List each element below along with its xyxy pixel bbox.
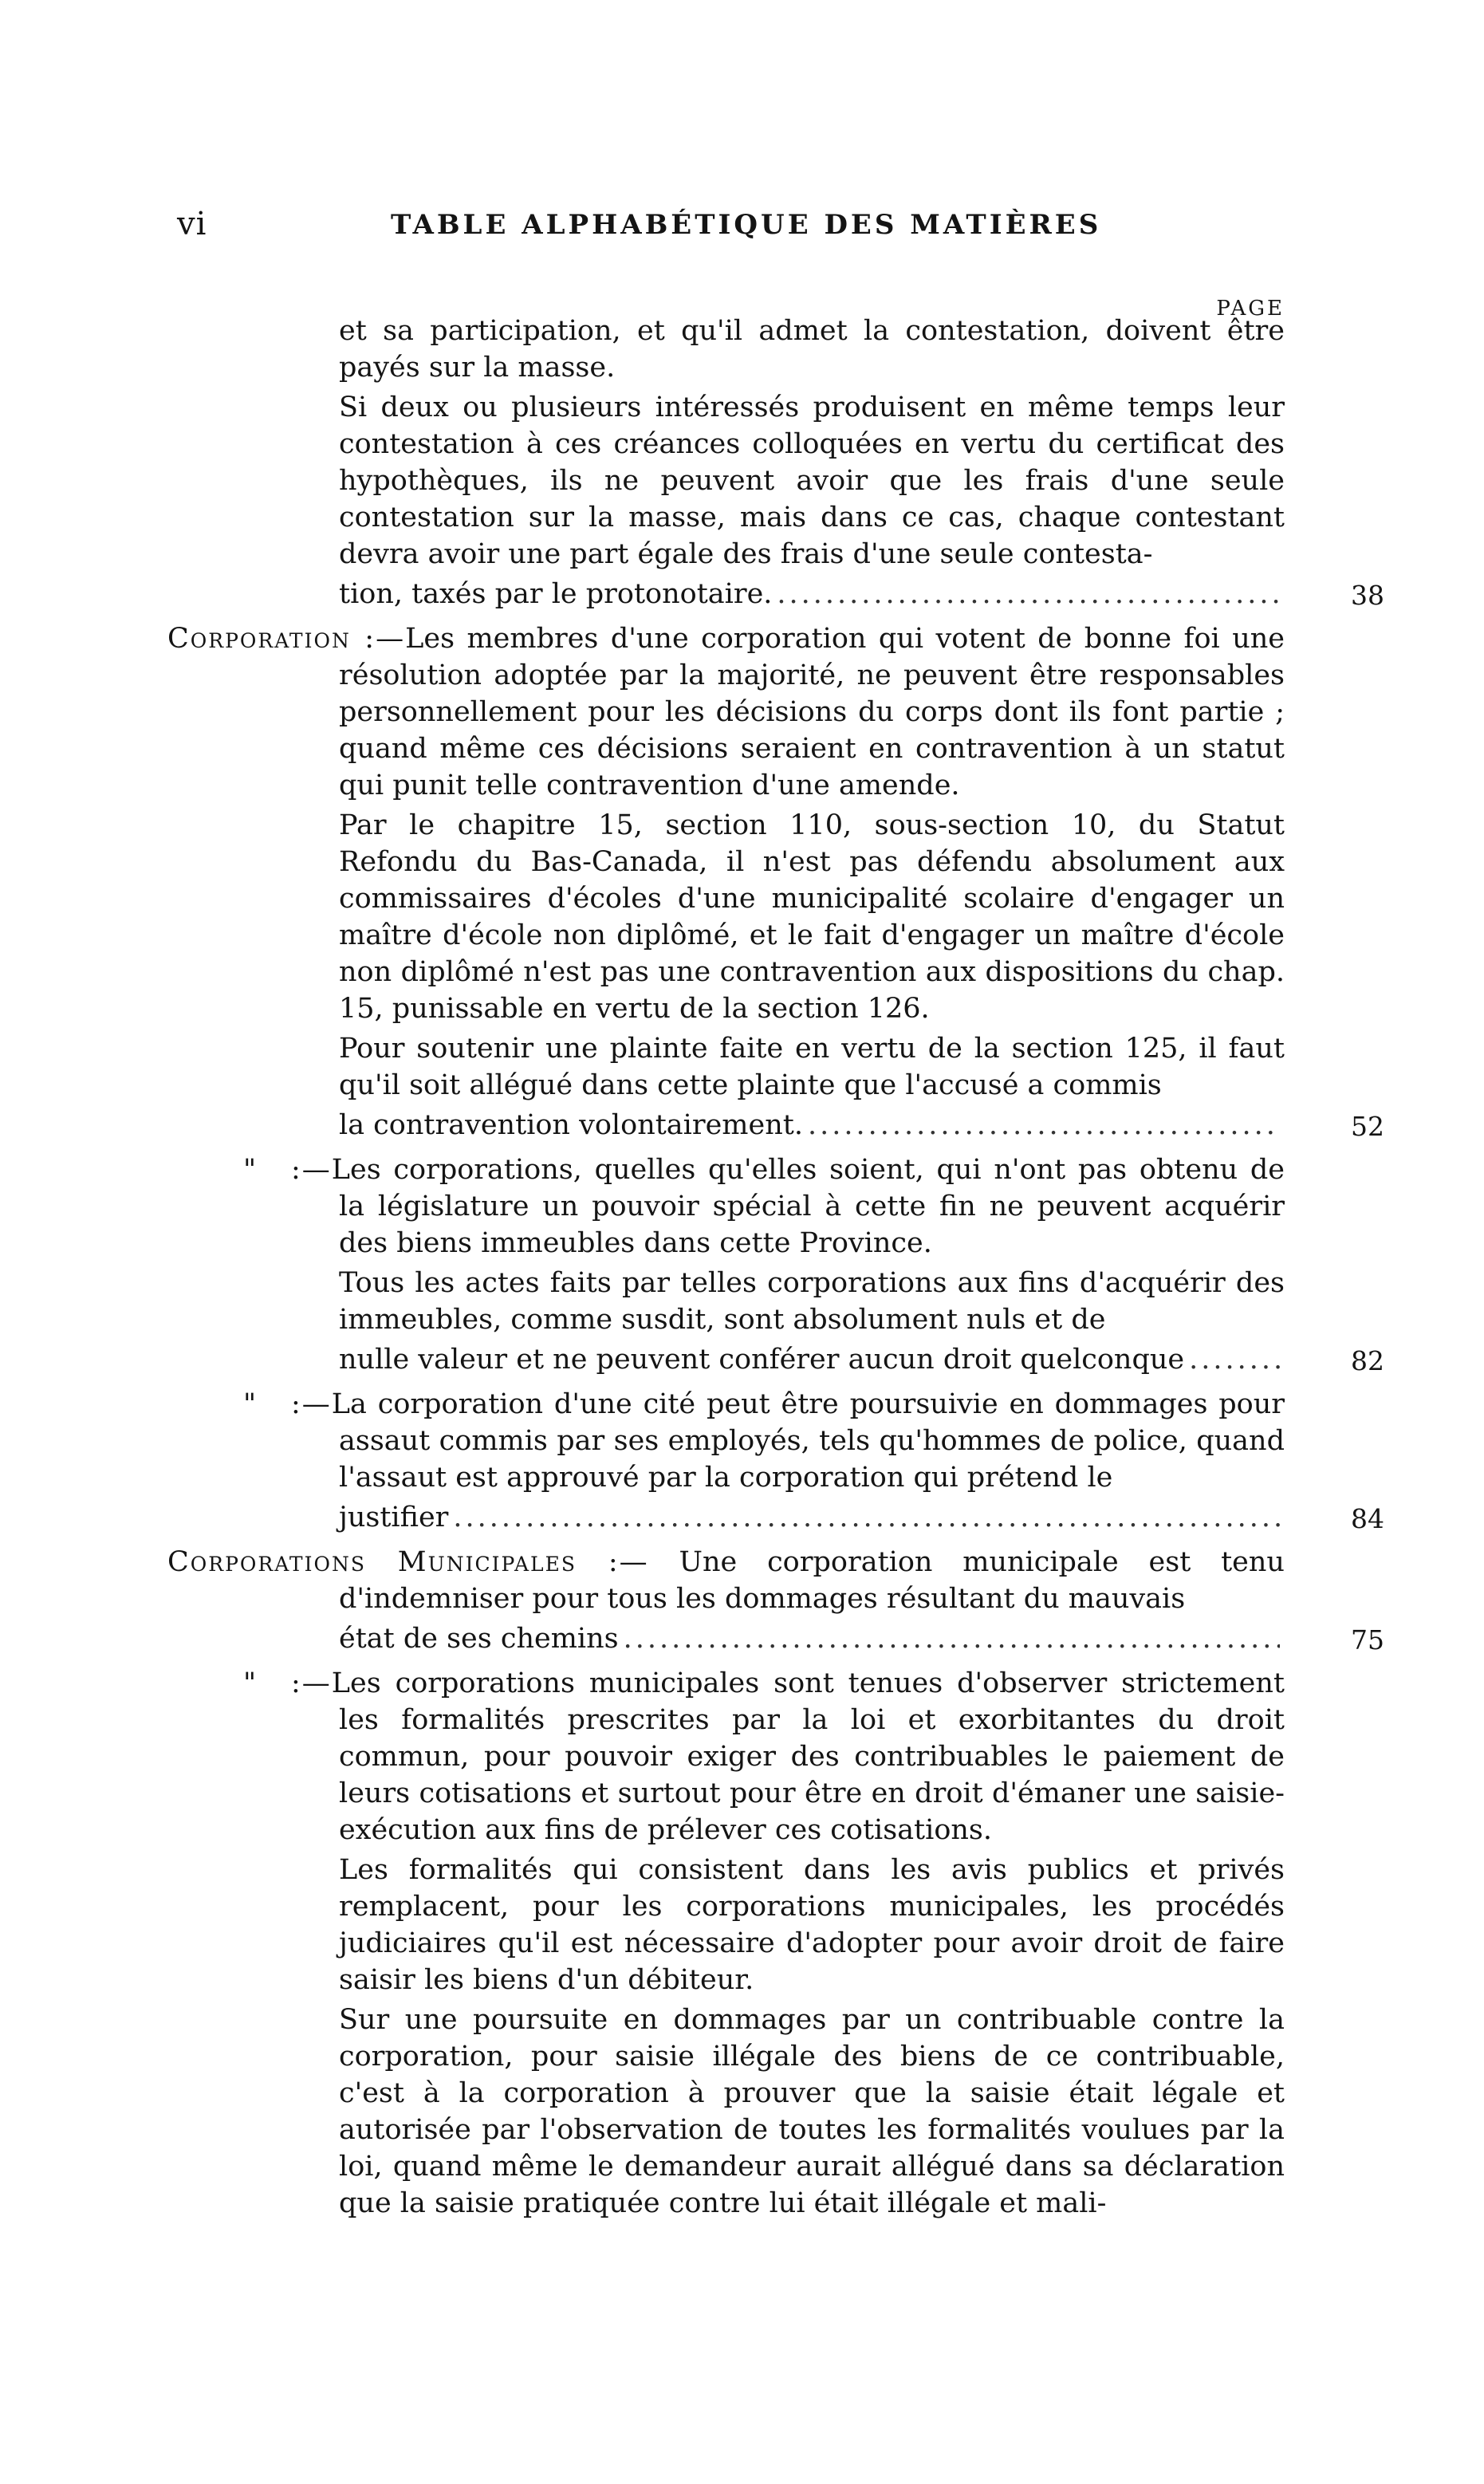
entry-last-line xyxy=(339,1499,1285,1536)
ditto-mark: " xyxy=(243,1154,258,1186)
entry-paragraph xyxy=(167,620,1285,804)
page-reference: 52 xyxy=(1351,1111,1384,1142)
entry-paragraph xyxy=(339,389,1285,573)
page-reference: 38 xyxy=(1351,580,1384,611)
index-entry xyxy=(0,313,1484,612)
entry-last-line xyxy=(339,1341,1285,1378)
entry-paragraph: Par le chapitre 15, section 110, sous-section 10, du Statut Refondu du Bas-Canada, il n'est pas défendu absolument aux commissaires d'écoles d'une municipalité scolaire d'engager un maître d'école non diplômé, et le fait d'engager un maître d'école non diplômé n'est pas une contravention aux dispositions du chap. 15, punissable en vertu de la section 126. xyxy=(339,809,1285,1025)
ditto-mark: " xyxy=(243,1667,258,1699)
entry-paragraph-text: Les corporations, quelles qu'elles soient, qui n'ont pas obtenu de la législature un pouvoir spécial à cette fin ne peuvent acquérir des biens immeubles dans cette Province. xyxy=(331,1154,1285,1259)
entry-paragraph xyxy=(167,1544,1285,1617)
entry-paragraph-text: La corporation d'une cité peut être poursuivie en dommages pour assaut commis par ses employés, tels qu'hommes de police, quand l'assaut est approuvé par la corporation qui prétend le xyxy=(331,1388,1285,1494)
entry-dash: :— xyxy=(291,1667,332,1699)
ditto-mark: " xyxy=(243,1388,258,1420)
entry-last-line-text: nulle valeur et ne peuvent conférer aucun droit quelconque xyxy=(339,1344,1185,1376)
entry-paragraph: Pour soutenir une plainte faite en vertu de la section 125, il faut qu'il soit allégué dans cette plainte que l'accusé a commis xyxy=(339,1033,1285,1101)
index-body xyxy=(0,313,1484,2222)
index-entry xyxy=(0,1151,1484,1378)
entry-last-line-text: état de ses chemins xyxy=(339,1623,619,1655)
entry-paragraph xyxy=(243,1665,1285,1848)
entry-last-line-text: tion, taxés par le protonotaire. xyxy=(339,578,773,610)
page-reference: 84 xyxy=(1351,1503,1384,1534)
entry-last-line xyxy=(339,1620,1285,1657)
page-header xyxy=(0,206,1484,254)
index-entry xyxy=(0,620,1484,1144)
entry-last-line-text: justifier xyxy=(339,1502,449,1533)
entry-paragraph: et sa participation, et qu'il admet la contestation, doivent être payés sur la masse. xyxy=(339,315,1285,384)
entry-heading: Corporation :— xyxy=(167,623,406,655)
index-entry xyxy=(0,1665,1484,2222)
running-title: TABLE ALPHABÉTIQUE DES MATIÈRES xyxy=(391,209,1102,241)
dot-leader xyxy=(1189,1341,1280,1378)
page-number: vi xyxy=(177,206,207,242)
entry-paragraph-text: Les corporations municipales sont tenues d'observer strictement les formalités prescrites par la loi et exorbitantes du droit commun, pour pouvoir exiger des contribuables le paiement de leurs cotisations et surtout pour être en droit d'émaner une saisie-exécution aux fins de prélever ces cotisations. xyxy=(331,1667,1285,1846)
entry-dash: :— xyxy=(291,1154,332,1186)
dot-leader xyxy=(808,1107,1280,1144)
dot-leader xyxy=(624,1620,1280,1657)
entry-last-line xyxy=(339,1107,1285,1144)
entry-paragraph-text: Si deux ou plusieurs intéressés produisent en même temps leur contestation à ces créances colloquées en vertu du certificat des hypothèques, ils ne peuvent avoir que les frais d'une seule contestation sur la masse, mais dans ce cas, chaque contestant devra avoir une part égale des frais d'une seule contesta- xyxy=(339,392,1285,570)
entry-paragraph xyxy=(243,1151,1285,1262)
index-entry xyxy=(0,1386,1484,1536)
page-reference: 75 xyxy=(1351,1624,1384,1655)
entry-paragraph: Les formalités qui consistent dans les avis publics et privés remplacent, pour les corporations municipales, les procédés judiciaires qu'il est nécessaire d'adopter pour avoir droit de faire saisir les biens d'un débiteur. xyxy=(339,1854,1285,1996)
entry-paragraph: Tous les actes faits par telles corporations aux fins d'acquérir des immeubles, comme susdit, sont absolument nuls et de xyxy=(339,1267,1285,1336)
dot-leader xyxy=(777,576,1280,612)
entry-heading: Corporations Municipales :— xyxy=(167,1546,649,1578)
page-reference: 82 xyxy=(1351,1345,1384,1376)
entry-paragraph-text: Les membres d'une corporation qui votent de bonne foi une résolution adoptée par la majorité, ne peuvent être responsables personnellement pour les décisions du corps dont ils font partie ; quand même ces décisions seraient en contravention à un statut qui punit telle contravention d'une amende. xyxy=(339,623,1285,801)
entry-paragraph-text: Une corporation municipale est tenu d'indemniser pour tous les dommages résultant du mauvais xyxy=(339,1546,1285,1615)
index-entry xyxy=(0,1544,1484,1657)
entry-last-line-text: la contravention volontairement. xyxy=(339,1109,803,1141)
entry-paragraph xyxy=(243,1386,1285,1496)
entry-dash: :— xyxy=(291,1388,332,1420)
dot-leader xyxy=(453,1499,1280,1536)
page-column-label: PAGE xyxy=(1216,297,1285,321)
entry-last-line xyxy=(339,576,1285,612)
entry-paragraph: Sur une poursuite en dommages par un contribuable contre la corporation, pour saisie illégale des biens de ce contribuable, c'est à la corporation à prouver que la saisie était légale et autorisée par l'observation de toutes les formalités voulues par la loi, quand même le demandeur aurait allégué dans sa déclaration que la saisie pratiquée contre lui était illégale et mali- xyxy=(339,2004,1285,2219)
